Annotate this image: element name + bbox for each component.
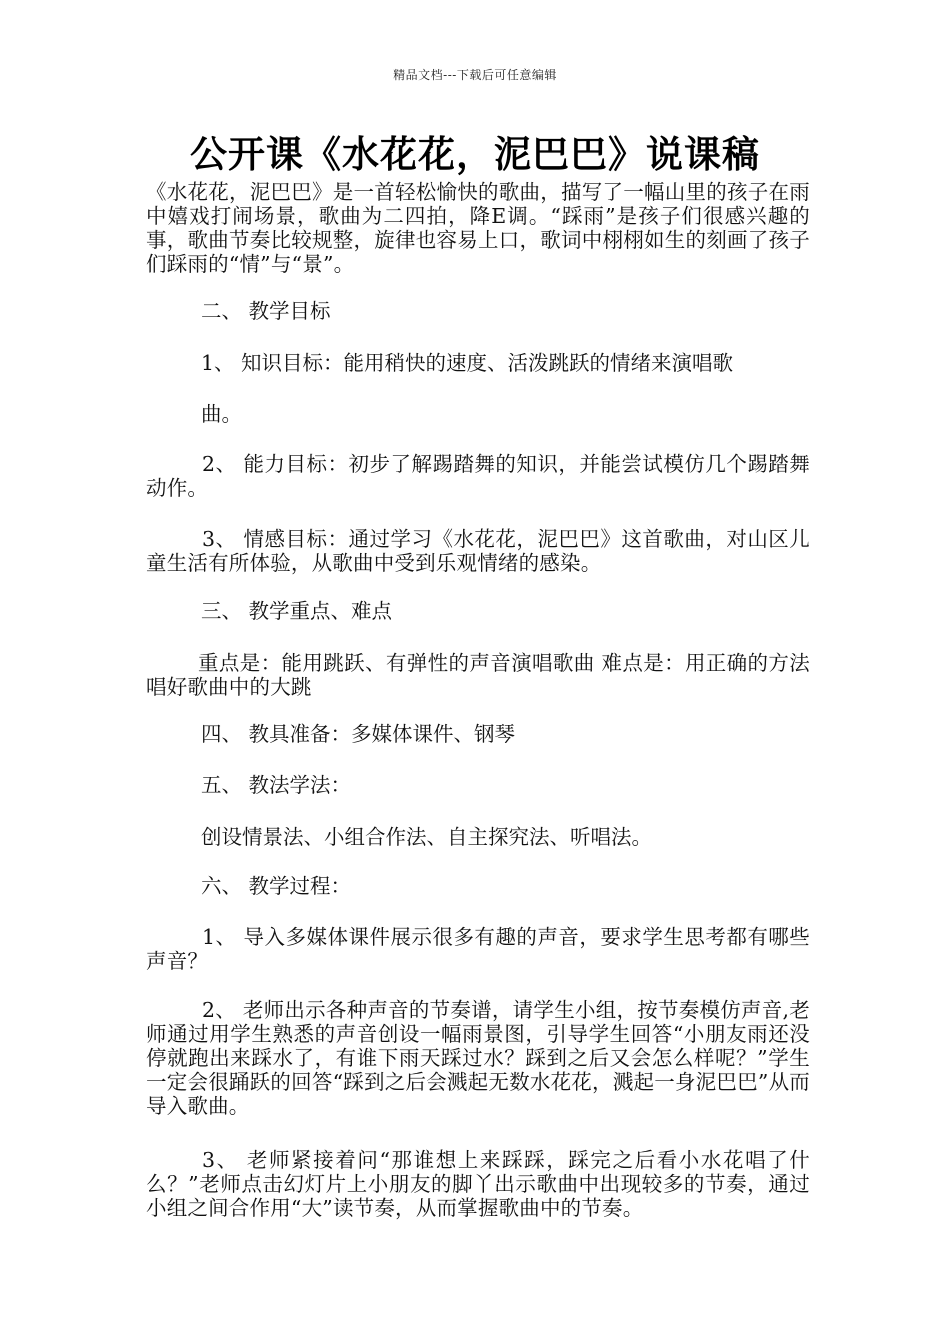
methods-heading: 五、 教法学法： — [201, 773, 352, 797]
methods-text: 创设情景法、小组合作法、自主探究法、听唱法。 — [201, 825, 652, 849]
header-note: 精品文档---下载后可任意编辑 — [393, 68, 557, 82]
goal-ability: 2、 能力目标：初步了解踢踏舞的知识，并能尝试模仿几个踢踏舞动作。 — [146, 452, 810, 500]
process-heading: 六、 教学过程： — [201, 874, 352, 898]
process-step-3: 3、 老师紧接着问“那谁想上来踩踩，踩完之后看小水花唱了什么？”老师点击幻灯片上小朋友的脚丫出示歌曲中出现较多的节奏，通过小组之间合作用“大”读节奏，从而掌握歌曲中的节奏。 — [146, 1148, 810, 1220]
intro-paragraph: 《水花花，泥巴巴》是一首轻松愉快的歌曲，描写了一幅山里的孩子在雨中嬉戏打闹场景，歌曲为二四拍，降E调。“踩雨”是孩子们很感兴趣的事，歌曲节奏比较规整，旋律也容易上口，歌词中栩栩如生的刻画了孩子们踩雨的“情”与“景”。 — [146, 180, 810, 276]
goals-heading: 二、 教学目标 — [201, 299, 331, 323]
process-step-1: 1、 导入多媒体课件展示很多有趣的声音，要求学生思考都有哪些声音？ — [146, 925, 810, 973]
process-step-2: 2、 老师出示各种声音的节奏谱，请学生小组，按节奏模仿声音,老师通过用学生熟悉的声音创设一幅雨景图，引导学生回答“小朋友雨还没停就跑出来踩水了，有谁下雨天踩过水？踩到之后又会怎么样呢？”学生一定会很踊跃的回答“踩到之后会溅起无数水花花，溅起一身泥巴巴”从而导入歌曲。 — [146, 998, 810, 1118]
key-points-text: 重点是：能用跳跃、有弹性的声音演唱歌曲 难点是：用正确的方法唱好歌曲中的大跳 — [146, 651, 810, 699]
key-points-heading: 三、 教学重点、难点 — [201, 599, 393, 623]
document-title: 公开课《水花花，泥巴巴》说课稿 — [190, 132, 760, 176]
goal-knowledge-line1: 1、 知识目标：能用稍快的速度、活泼跳跃的情绪来演唱歌 — [201, 351, 734, 375]
goal-knowledge-line2: 曲。 — [201, 402, 242, 426]
teaching-tools: 四、 教具准备：多媒体课件、钢琴 — [201, 722, 516, 746]
goal-emotion: 3、 情感目标：通过学习《水花花，泥巴巴》这首歌曲，对山区儿童生活有所体验，从歌曲中受到乐观情绪的感染。 — [146, 527, 810, 575]
